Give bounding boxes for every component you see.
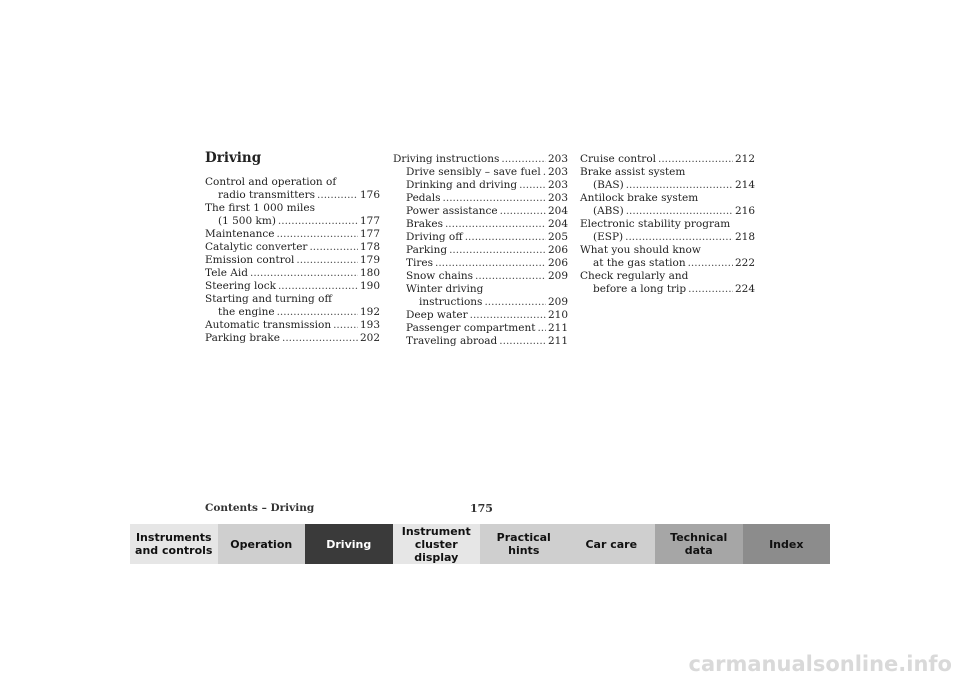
toc-entry-title: Tires — [406, 257, 433, 269]
toc-entry-title: Maintenance — [205, 228, 275, 240]
toc-entry[interactable] — [205, 319, 380, 332]
toc-entry-title: Drinking and driving — [406, 179, 518, 191]
toc-entry[interactable] — [393, 270, 568, 283]
toc-page-number: 209 — [547, 270, 568, 282]
leader-dots — [276, 228, 358, 241]
leader-dots — [309, 241, 358, 254]
toc-page-number: 211 — [547, 322, 568, 334]
chapter-tab-practical-hints[interactable]: Practical hints — [480, 524, 568, 564]
toc-entry[interactable] — [580, 270, 755, 296]
toc-entry[interactable] — [393, 283, 568, 309]
toc-page-number: 178 — [359, 241, 380, 253]
leader-dots — [501, 153, 546, 166]
toc-entry-title: Brakes — [406, 218, 443, 230]
leader-dots — [445, 218, 546, 231]
toc-page-number: 203 — [547, 179, 568, 191]
leader-dots — [475, 270, 546, 283]
toc-page-number: 211 — [547, 335, 568, 347]
toc-entry-title: Tele Aid — [205, 267, 248, 279]
leader-dots — [625, 231, 733, 244]
toc-entry-title: at the gas station — [593, 257, 686, 269]
toc-entry-title-line: Winter driving — [406, 283, 484, 295]
toc-entry-title: before a long trip — [593, 283, 687, 295]
footer-section-label: Contents – Driving — [205, 502, 315, 514]
toc-page-number: 212 — [734, 153, 755, 165]
section-title: Driving — [205, 150, 262, 166]
toc-page-number: 202 — [359, 332, 380, 344]
toc-entry[interactable] — [205, 293, 380, 319]
toc-entry-title-line: Brake assist system — [580, 166, 686, 178]
toc-page-number: 203 — [547, 192, 568, 204]
toc-entry[interactable] — [580, 192, 755, 218]
page-number: 175 — [470, 502, 493, 515]
toc-entry-title: Cruise control — [580, 153, 656, 165]
leader-dots — [500, 205, 546, 218]
toc-entry[interactable] — [393, 179, 568, 192]
leader-dots — [333, 319, 358, 332]
chapter-tab-index[interactable]: Index — [743, 524, 831, 564]
leader-dots — [688, 257, 733, 270]
toc-page-number: 206 — [547, 257, 568, 269]
leader-dots — [250, 267, 358, 280]
watermark: carmanualsonline.info — [688, 652, 952, 676]
toc-entry-title-line: Check regularly and — [580, 270, 689, 282]
toc-entry-title-line: Antilock brake system — [580, 192, 699, 204]
leader-dots — [499, 335, 546, 348]
toc-entry-title: the engine — [218, 306, 275, 318]
chapter-tab-operation[interactable]: Operation — [218, 524, 306, 564]
toc-entry[interactable] — [205, 176, 380, 202]
leader-dots — [465, 231, 546, 244]
toc-column-2 — [393, 153, 568, 348]
leader-dots — [519, 179, 546, 192]
leader-dots — [296, 254, 358, 267]
toc-page-number: 203 — [547, 166, 568, 178]
toc-page-number: 177 — [359, 215, 380, 227]
leader-dots — [484, 296, 546, 309]
toc-page-number: 224 — [734, 283, 755, 295]
leader-dots — [317, 189, 358, 202]
chapter-tab-car-care[interactable]: Car care — [568, 524, 656, 564]
toc-entry[interactable] — [205, 332, 380, 345]
toc-page-number: 205 — [547, 231, 568, 243]
toc-page-number: 214 — [734, 179, 755, 191]
toc-entry[interactable] — [393, 244, 568, 257]
toc-entry[interactable] — [393, 231, 568, 244]
toc-column-3 — [580, 153, 755, 296]
chapter-tab-instrument-cluster-display[interactable]: Instrument cluster display — [393, 524, 481, 564]
toc-entry-title: Parking brake — [205, 332, 280, 344]
leader-dots — [278, 215, 358, 228]
toc-page-number: 179 — [359, 254, 380, 266]
toc-page-number: 210 — [547, 309, 568, 321]
toc-entry[interactable] — [205, 241, 380, 254]
toc-entry-title: (ESP) — [593, 231, 624, 243]
toc-entry-title: Power assistance — [406, 205, 498, 217]
toc-page-number: 216 — [734, 205, 755, 217]
toc-entry[interactable] — [393, 192, 568, 205]
toc-entry[interactable] — [393, 335, 568, 348]
toc-entry[interactable] — [580, 218, 755, 244]
toc-entry-title: Pedals — [406, 192, 441, 204]
toc-page-number: 204 — [547, 218, 568, 230]
toc-entry-title-line: The first 1 000 miles — [205, 202, 315, 214]
toc-entry[interactable] — [205, 202, 380, 228]
toc-page-number: 209 — [547, 296, 568, 308]
toc-entry-title: Driving off — [406, 231, 463, 243]
leader-dots — [435, 257, 546, 270]
toc-entry-title: Steering lock — [205, 280, 276, 292]
toc-entry-title: radio transmitters — [218, 189, 316, 201]
toc-entry-title: Passenger compartment — [406, 322, 536, 334]
toc-page-number: 176 — [359, 189, 380, 201]
toc-page-number: 206 — [547, 244, 568, 256]
toc-entry[interactable] — [393, 153, 568, 166]
toc-entry-title: Parking — [406, 244, 448, 256]
toc-page-number: 203 — [547, 153, 568, 165]
toc-entry[interactable] — [393, 257, 568, 270]
leader-dots — [470, 309, 546, 322]
leader-dots — [443, 192, 546, 205]
toc-entry[interactable] — [205, 280, 380, 293]
leader-dots — [537, 322, 546, 335]
toc-entry-title: Catalytic converter — [205, 241, 308, 253]
toc-entry-title-line: Control and operation of — [205, 176, 337, 188]
toc-column-1 — [205, 176, 380, 345]
toc-entry[interactable] — [205, 254, 380, 267]
chapter-tab-bar — [130, 524, 830, 564]
toc-entry-title: Driving instructions — [393, 153, 500, 165]
toc-entry-title: Traveling abroad — [406, 335, 498, 347]
leader-dots — [277, 306, 358, 319]
toc-page-number: 218 — [734, 231, 755, 243]
toc-page-number: 177 — [359, 228, 380, 240]
toc-entry[interactable] — [393, 166, 568, 179]
toc-page-number: 204 — [547, 205, 568, 217]
toc-entry-title-line: Starting and turning off — [205, 293, 332, 305]
toc-entry[interactable] — [393, 309, 568, 322]
toc-entry-title: Deep water — [406, 309, 468, 321]
leader-dots — [688, 283, 733, 296]
leader-dots — [626, 179, 733, 192]
toc-entry-title: (ABS) — [593, 205, 624, 217]
chapter-tab-driving[interactable]: Driving — [305, 524, 393, 564]
toc-entry[interactable] — [393, 205, 568, 218]
leader-dots — [449, 244, 546, 257]
toc-page-number: 222 — [734, 257, 755, 269]
leader-dots — [626, 205, 733, 218]
toc-entry-title: (1 500 km) — [218, 215, 276, 227]
toc-entry-title: Automatic transmission — [205, 319, 332, 331]
chapter-tab-technical-data[interactable]: Technical data — [655, 524, 743, 564]
leader-dots — [282, 332, 358, 345]
toc-entry[interactable] — [205, 267, 380, 280]
toc-entry-title-line: Electronic stability program — [580, 218, 731, 230]
toc-entry-title: Snow chains — [406, 270, 474, 282]
toc-entry[interactable] — [580, 166, 755, 192]
toc-page-number: 190 — [359, 280, 380, 292]
toc-entry-title-line: What you should know — [580, 244, 701, 256]
toc-entry-title: Drive sensibly – save fuel — [406, 166, 541, 178]
leader-dots — [543, 166, 546, 179]
toc-entry[interactable] — [580, 244, 755, 270]
toc-entry[interactable] — [580, 153, 755, 166]
toc-page-number: 192 — [359, 306, 380, 318]
chapter-tab-instruments-and-controls[interactable]: Instruments and controls — [130, 524, 218, 564]
toc-entry[interactable] — [393, 218, 568, 231]
toc-entry-title: instructions — [419, 296, 483, 308]
toc-entry-title: (BAS) — [593, 179, 624, 191]
leader-dots — [278, 280, 358, 293]
toc-entry[interactable] — [205, 228, 380, 241]
toc-page-number: 193 — [359, 319, 380, 331]
toc-entry-title: Emission control — [205, 254, 295, 266]
leader-dots — [658, 153, 733, 166]
toc-page-number: 180 — [359, 267, 380, 279]
toc-entry[interactable] — [393, 322, 568, 335]
